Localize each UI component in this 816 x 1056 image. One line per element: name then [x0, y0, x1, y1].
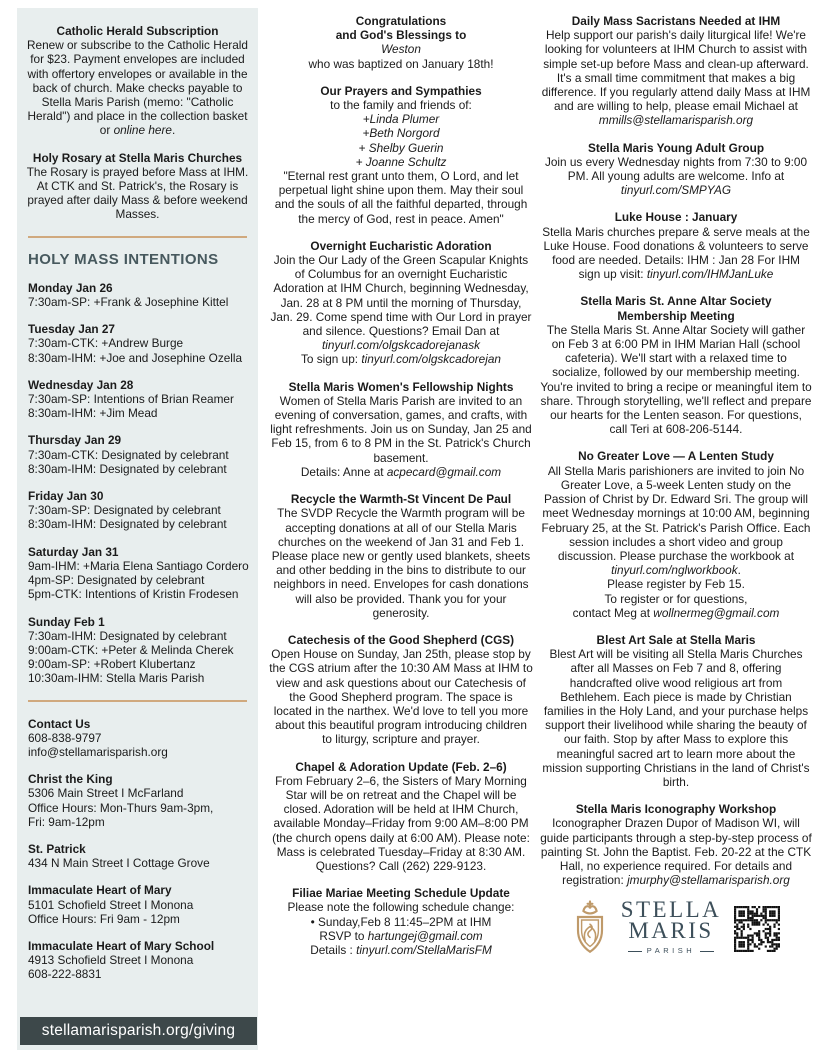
inline-link[interactable]: tinyurl.com/StellaMarisFM: [356, 942, 492, 957]
wordmark-line1: STELLA: [620, 897, 722, 923]
mass-intention-line: 7:30am-SP: Designated by celebrant: [28, 503, 221, 518]
inline-link[interactable]: wollnermeg@gmail.com: [653, 605, 780, 620]
mass-intentions-list: [25, 281, 250, 686]
mass-intention-day: [28, 433, 250, 476]
inline-link[interactable]: tinyurl.com/olgskcadorejan: [361, 352, 501, 367]
mass-intention-day: [28, 545, 250, 602]
article-title: Stella Maris Young Adult Group: [587, 140, 765, 155]
article: [269, 239, 533, 367]
article-title: Chapel & Adoration Update (Feb. 2–6): [295, 759, 507, 774]
contact-info-list: [25, 717, 250, 982]
article-title: Our Prayers and Sympathies: [320, 83, 482, 98]
article-title: Daily Mass Sacristans Needed at IHM: [571, 14, 781, 28]
contact-name: Immaculate Heart of Mary School: [28, 938, 215, 953]
contact-name: Contact Us: [28, 716, 91, 731]
mass-intention-line: 4pm-SP: Designated by celebrant: [28, 573, 205, 588]
article-title: Holy Rosary at Stella Maris Churches: [32, 150, 243, 165]
qr-code: [734, 906, 780, 952]
inline-link[interactable]: jmurphy@stellamarisparish.org: [627, 873, 790, 888]
mass-intention-line: 8:30am-IHM: +Jim Mead: [28, 406, 158, 421]
article: [269, 633, 533, 747]
article: [540, 449, 812, 619]
mass-intention-day: [28, 489, 250, 532]
article: [540, 14, 812, 128]
emphasis-text: Weston: [381, 42, 421, 57]
article-paragraph: All Stella Maris parishioners are invited to join No Greater Love, a 5-week Lenten study on the Passion of Christ by Dr. Edward Sri. The group will meet Wednesday mornings at 10:00 AM, beginning February 25, at the St. Patrick's Parish Office. Each session includes a short video and group discussion. Please purchase the workbook at tinyurl.com/nglworkbook.: [541, 463, 811, 578]
article-title: Recycle the Warmth-St Vincent De Paul: [290, 492, 512, 507]
article-paragraph: To register or for questions,: [604, 591, 748, 606]
article: [269, 380, 533, 479]
mass-intention-line: 8:30am-IHM: Designated by celebrant: [28, 517, 227, 532]
inline-link[interactable]: tinyurl.com/IHMJanLuke: [646, 267, 774, 282]
article-title: and God's Blessings to: [335, 28, 467, 43]
inline-link[interactable]: tinyurl.com/nglworkbook: [611, 563, 738, 578]
article: [540, 294, 812, 436]
middle-column: [269, 0, 533, 970]
article-paragraph: Details : tinyurl.com/StellaMarisFM: [310, 942, 492, 957]
article: [540, 633, 812, 789]
article-title: Luke House : January: [614, 210, 738, 225]
mass-intention-line: 9am-IHM: +Maria Elena Santiago Cordero: [28, 558, 249, 573]
emphasis-text: + Joanne Schultz: [355, 154, 447, 169]
mass-intention-line: 7:30am-CTK: Designated by celebrant: [28, 447, 229, 462]
emphasis-text: +Linda Plumer: [362, 112, 440, 127]
contact-block: [28, 772, 250, 829]
article-title: Stella Maris St. Anne Altar Society: [580, 294, 772, 309]
article-title: Filiae Mariae Meeting Schedule Update: [292, 886, 510, 901]
day-name: Saturday Jan 31: [28, 544, 119, 559]
article-paragraph: The Stella Maris St. Anne Altar Society will gather on Feb 3 at 6:00 PM in IHM Marian Hall (school cafeteria). We'll start with a relaxed time to socialize, followed by our membership meeting. You're invited to bring a recipe or meaningful item to share. Through storytelling, we'll reflect and prepare our hearts for the Lenten season. For questions, call Teri at 608-206-5144.: [540, 322, 812, 437]
article: [269, 84, 533, 226]
article-paragraph: Stella Maris churches prepare & serve meals at the Luke House. Food donations & volunteers to serve food are needed. Details: IHM : Jan 28 For IHM sign up visit: tinyurl.com/IHMJanLuke: [542, 224, 810, 282]
day-name: Wednesday Jan 28: [28, 377, 134, 392]
right-column: [540, 0, 812, 959]
contact-line: 4913 Schofield Street I Monona: [28, 953, 194, 968]
day-name: Sunday Feb 1: [28, 614, 105, 629]
article-paragraph: who was baptized on January 18th!: [308, 56, 494, 71]
article: [269, 14, 533, 71]
article: [25, 151, 250, 222]
article-paragraph: [269, 155, 533, 169]
mass-intention-line: 9:00am-SP: +Robert Klubertanz: [28, 657, 196, 672]
article: [269, 492, 533, 620]
stella-maris-crest-icon: [572, 900, 608, 958]
article: [540, 802, 812, 887]
mass-intention-line: 7:30am-IHM: Designated by celebrant: [28, 628, 227, 643]
mass-intention-day: [28, 281, 250, 309]
article-paragraph: contact Meg at wollnermeg@gmail.com: [572, 605, 780, 620]
article-paragraph: Details: Anne at acpecard@gmail.com: [300, 464, 502, 479]
contact-block: [28, 717, 250, 760]
contact-line: info@stellamarisparish.org: [28, 744, 168, 759]
contact-line: Fri: 9am-12pm: [28, 814, 105, 829]
day-name: Tuesday Jan 27: [28, 322, 115, 337]
article-paragraph: To sign up: tinyurl.com/olgskcadorejan: [300, 352, 501, 367]
article-paragraph: Iconographer Drazen Dupor of Madison WI, will guide participants through a step-by-step process of painting St. John the Baptist. Feb. 20-22 at the CTK Hall, no experience required. For details and registration: jmurphy@stellamarisparish.org: [540, 816, 812, 888]
article-paragraph: "Eternal rest grant unto them, O Lord, and let perpetual light shine upon them. May their soul and the souls of all the faithful departed, through the mercy of God, rest in peace. Amen": [274, 169, 528, 226]
contact-line: 5306 Main Street I McFarland: [28, 786, 184, 801]
article-paragraph: Join us every Wednesday nights from 7:30 to 9:00 PM. All young adults are welcome. Info at tinyurl.com/SMPYAG: [544, 154, 808, 198]
article-paragraph: From February 2–6, the Sisters of Mary Morning Star will be on retreat and the Chapel will be closed. Adoration will be held at IHM Church, available Monday–Friday from 9:00 AM–8:00 PM (the church opens daily at 6:00 AM). Please note: Mass is celebrated Tuesday–Friday at 8:30 AM. Questions? Call (262) 229-9123.: [272, 773, 530, 873]
parish-logo: [540, 897, 812, 958]
article-title: Overnight Eucharistic Adoration: [310, 238, 492, 253]
mass-intention-day: [28, 378, 250, 421]
mass-intention-line: 7:30am-SP: +Frank & Josephine Kittel: [28, 295, 229, 310]
article-paragraph: Open House on Sunday, Jan 25th, please stop by the CGS atrium after the 10:30 AM Mass at IHM to view and ask questions about our Catechesis of the Good Shepherd program. The space is located in the narthex. We'd love to tell you more about this beautiful program introducing children to liturgy, scripture and prayer.: [269, 647, 533, 747]
left-articles: [25, 24, 250, 222]
article-title: Stella Maris Iconography Workshop: [575, 802, 777, 817]
emphasis-text: + Shelby Guerin: [358, 140, 444, 155]
contact-line: 434 N Main Street I Cottage Grove: [28, 856, 210, 871]
day-name: Thursday Jan 29: [28, 433, 122, 448]
right-articles: [540, 14, 812, 887]
mass-intentions-heading: HOLY MASS INTENTIONS: [28, 250, 219, 268]
article: [269, 886, 533, 957]
article-title: Catechesis of the Good Shepherd (CGS): [287, 632, 515, 647]
emphasis-text: +Beth Norgord: [362, 126, 440, 141]
article: [540, 210, 812, 281]
contact-line: Office Hours: Fri 9am - 12pm: [28, 911, 180, 926]
article-paragraph: Women of Stella Maris Parish are invited to an evening of conversation, games, and crafts, with light refreshments. Join us on Sunday, Jan 25 and Feb 15, from 6 to 8 PM in the St. Patrick's Church basement.: [270, 393, 532, 465]
article-paragraph: The Rosary is prayed before Mass at IHM. At CTK and St. Patrick's, the Rosary is prayed after daily Mass & before weekend Masses.: [26, 164, 249, 222]
contact-line: Office Hours: Mon-Thurs 9am-3pm,: [28, 800, 214, 815]
contact-line: 608-222-8831: [28, 967, 102, 982]
gold-divider: [28, 236, 247, 238]
inline-link[interactable]: online here: [113, 123, 172, 138]
gold-divider: [28, 700, 247, 702]
article-paragraph: Please note the following schedule change:: [287, 900, 515, 915]
article-paragraph: • Sunday,Feb 8 11:45–2PM at IHM: [310, 914, 492, 929]
mass-intention-line: 7:30am-CTK: +Andrew Burge: [28, 336, 184, 351]
contact-block: [28, 842, 250, 870]
wordmark-line2: MARIS: [628, 917, 714, 943]
article-paragraph: Blest Art will be visiting all Stella Maris Churches after all Masses on Feb 7 and 8, offering handcrafted olive wood religious art from Bethlehem. Each piece is made by Christian families in the Holy Land, and your purchase helps support their livelihood while sharing the beauty of our faith. Stop by after Mass to explore this meaningful sacred art to learn more about the mission supporting Christians in the land of Christ's birth.: [542, 647, 810, 789]
article-paragraph: [269, 141, 533, 155]
article-title: Membership Meeting: [617, 308, 735, 323]
day-name: Friday Jan 30: [28, 489, 104, 504]
mass-intention-line: 8:30am-IHM: +Joe and Josephine Ozella: [28, 350, 243, 365]
mass-intention-day: [28, 615, 250, 686]
mass-intention-line: 8:30am-IHM: Designated by celebrant: [28, 461, 227, 476]
contact-name: Christ the King: [28, 772, 113, 787]
article-paragraph: Join the Our Lady of the Green Scapular Knights of Columbus for an overnight Eucharistic Adoration at IHM Church, beginning Wednesday, Jan. 28 at 8 PM until the morning of Thursday, Jan. 29. Come spend time with Our Lord in prayer and silence. Questions? Email Dan at tinyurl.com/olgskcadorejanask: [270, 253, 532, 353]
contact-name: St. Patrick: [28, 841, 86, 856]
day-name: Monday Jan 26: [28, 280, 113, 295]
mass-intention-line: 10:30am-IHM: Stella Maris Parish: [28, 671, 205, 686]
article-paragraph: Renew or subscribe to the Catholic Herald for $23. Payment envelopes are included with offertory envelopes or available in the back of church. Make checks payable to Stella Maris Parish (memo: "Catholic Herald") and place in the collection basket or online here.: [27, 38, 248, 138]
article-title: No Greater Love — A Lenten Study: [578, 449, 774, 464]
article-paragraph: to the family and friends of:: [330, 98, 472, 113]
wordmark-subtitle: PARISH: [621, 944, 722, 958]
article-paragraph: The SVDP Recycle the Warmth program will be accepting donations at all of our Stella Maris churches on the weekend of Jan 31 and Feb 1. Please place new or gently used blankets, sheets and other bedding in the bins to distribute to our neighbors in need. Envelopes for cash donations will also be provided. Thank you for your generosity.: [271, 506, 531, 620]
article-paragraph: RSVP to hartungej@gmail.com: [319, 928, 483, 943]
article-title: Stella Maris Women's Fellowship Nights: [288, 379, 514, 394]
article-paragraph: Help support our parish's daily liturgical life! We're looking for volunteers at IHM Church to assist with simple set-up before Mass and clean-up afterward. It's a small time commitment that makes a big difference. If you regularly attend daily Mass at IHM and are willing to help, please email Michael at mmills@stellamarisparish.org: [541, 28, 811, 128]
left-sidebar-panel: [17, 8, 258, 1050]
article-title: Congratulations: [355, 14, 447, 28]
article-paragraph: Please register by Feb 15.: [607, 577, 745, 592]
inline-link[interactable]: hartungej@gmail.com: [367, 928, 483, 943]
article-paragraph: [269, 42, 533, 56]
article: [540, 141, 812, 198]
mass-intention-day: [28, 322, 250, 365]
mass-intention-line: 5pm-CTK: Intentions of Kristin Frodesen: [28, 587, 239, 602]
inline-link[interactable]: tinyurl.com/olgskcadorejanask: [321, 338, 481, 353]
article-title: Blest Art Sale at Stella Maris: [596, 632, 756, 647]
contact-block: [28, 883, 250, 926]
contact-block: [28, 939, 250, 982]
parish-wordmark: [620, 897, 722, 958]
contact-line: 5101 Schofield Street I Monona: [28, 897, 194, 912]
article-paragraph: [269, 126, 533, 140]
article: [269, 760, 533, 874]
article-paragraph: [269, 112, 533, 126]
article: [25, 24, 250, 138]
contact-name: Immaculate Heart of Mary: [28, 883, 172, 898]
mass-intention-line: 7:30am-SP: Intentions of Brian Reamer: [28, 392, 234, 407]
mass-intention-line: 9:00am-CTK: +Peter & Melinda Cherek: [28, 642, 234, 657]
giving-link[interactable]: stellamarisparish.org/giving: [20, 1017, 257, 1045]
inline-link[interactable]: acpecard@gmail.com: [386, 464, 502, 479]
article-title: Catholic Herald Subscription: [56, 24, 219, 38]
contact-line: 608-838-9797: [28, 730, 102, 745]
inline-link[interactable]: mmills@stellamarisparish.org: [598, 113, 754, 128]
inline-link[interactable]: tinyurl.com/SMPYAG: [620, 183, 732, 198]
